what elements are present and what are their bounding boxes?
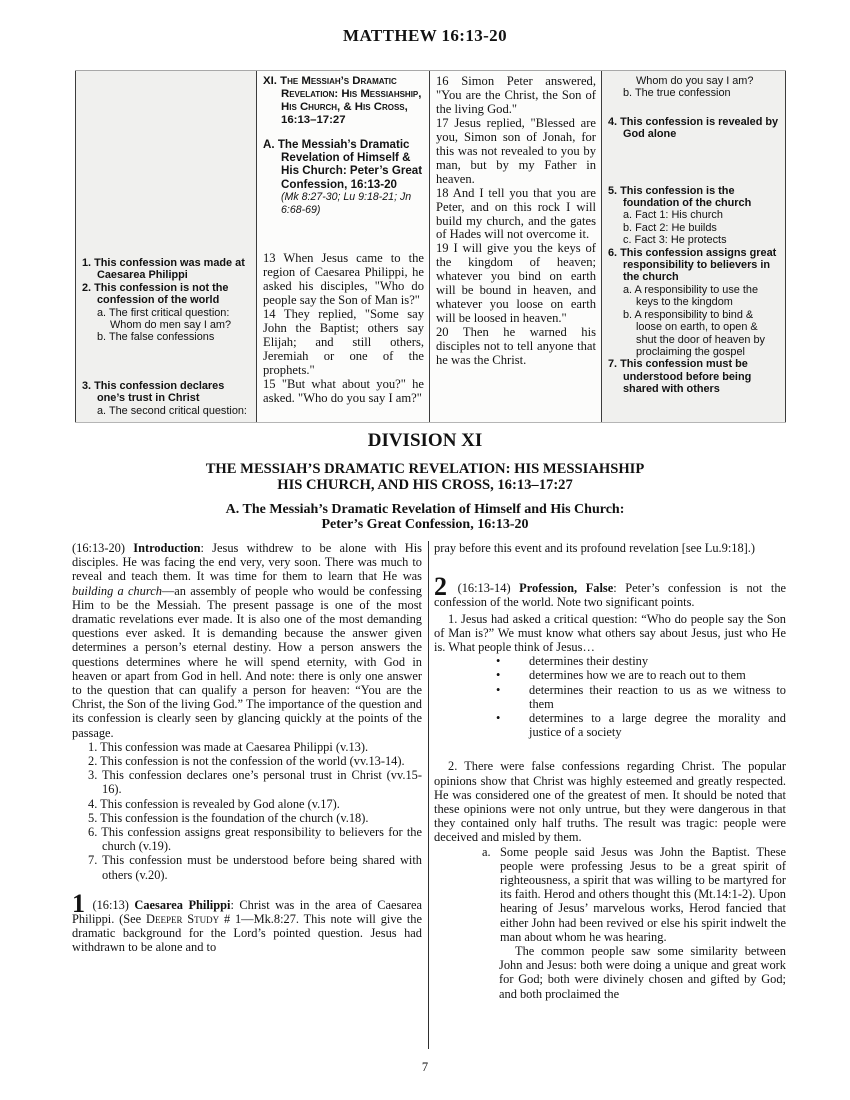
bullet-icon: • — [496, 682, 501, 697]
intro-italic-phrase: building a church — [72, 583, 162, 598]
section-number: 2 — [434, 572, 447, 602]
outline-subpoint-text: The first critical question: Whom do men say I am? — [108, 306, 232, 332]
outline-point — [608, 185, 780, 210]
outline-subpoint-text: The second critical question: — [108, 404, 247, 417]
scripture-column-right — [429, 71, 601, 422]
outline-point-text: This confession is not the confession of the world — [94, 281, 229, 307]
outline-point — [82, 257, 251, 282]
division-roman-heading — [263, 75, 424, 127]
summary-point: 3. This confession declares one’s personal trust in Christ (vv.15-16). — [88, 768, 422, 797]
outline-subpoint-text: A responsibility to bind & loose on earth, to open & shut the door of heaven by proclaiming the gospel — [634, 308, 765, 358]
indented-paragraph: The common people saw some similarity between John and Jesus: both were doing a unique and great work for God; both were divinely chosen and gifted by God; and both proclaimed the — [499, 944, 786, 1001]
division-sub-text: The Messiah’s Dramatic Revelation of Himself & His Church: Peter’s Great Confession, 16:13-20 — [277, 137, 423, 191]
bullet-text: determines their destiny — [529, 654, 649, 669]
commentary-section-2 — [434, 572, 787, 610]
division-sub-label: A. — [263, 137, 275, 151]
outline-subpoint-number: a. — [97, 404, 107, 417]
section-keyword: Profession, False — [519, 581, 614, 596]
summary-point: 7. This confession must be understood before being shared with others (v.20). — [88, 853, 422, 882]
section-text: : Peter’s confession is not the confession of the world. Note two significant points. — [434, 581, 787, 610]
section-text: # 1—Mk.8:27. This note will give the dramatic background for the Lord’s pointed question. Jesus had withdrawn to be alone and to — [72, 912, 422, 955]
intro-text: —an assembly of people who would be confessing Him to be the Messiah. The present passage is one of the most dramatic revelations ever made. It is also one of the most demanding questions ever asked. It is demanding because the answer given determines a person’s eternal destiny. How a person answers the questions determines where he will spend eternity, with God in heaven or apart from God in hell. And note: there is only one answer to the question that can qualify a person for heaven: “You are the Christ, the Son of the living God.” The importance of the question and its confession is clearly seen by glancing quickly at the points of the passage. — [72, 583, 422, 740]
summary-point: 2. This confession is not the confession of the world (vv.13-14). — [88, 754, 405, 769]
subparagraph-text: Some people said Jesus was John the Baptist. These people were professing Jesus to be a great spirit of righteousness, a spirit that was willing to be martyred for its faith. Herod and others thought this (Mt.14:1-2). Upon hearing of Jesus’ marvelous works, Herod fancied that either John had been revived or else his spirit indwelt the man about whom he was hearing. — [500, 844, 786, 944]
intro-keyword: Introduction — [133, 541, 201, 555]
outline-continuation-text: Whom do you say I am? — [636, 75, 754, 87]
outline-point — [608, 247, 780, 284]
bullet-item — [434, 683, 786, 711]
outline-subpoint — [82, 331, 251, 343]
division-roman-label: XI. — [263, 75, 277, 87]
outline-subpoint-text: Fact 1: His church — [635, 209, 723, 222]
outline-subpoint-number: a. — [97, 306, 107, 319]
bullet-item — [434, 654, 786, 668]
outline-subpoint — [608, 209, 780, 221]
division-heading-column — [256, 71, 429, 422]
outline-point — [608, 116, 780, 141]
commentary-body — [72, 541, 786, 1049]
numbered-subparagraph: 2. There were false confessions regarding Christ. The popular opinions show that Christ was highly esteemed and greatly respected. He was considered one of the greatest of men. It should be noted that these opinions were not only untrue, but they were dangerous in that they contained only half truths. The result was tragic: people were deceived and misled by them. — [434, 759, 786, 845]
body-left-column — [72, 541, 422, 1049]
scripture-verses-left — [263, 252, 424, 405]
division-subheading-line: A. The Messiah’s Dramatic Revelation of Himself and His Church: — [225, 502, 625, 517]
outline-subpoint-number: b. — [623, 221, 633, 234]
outline-subpoint-text: A responsibility to use the keys to the kingdom — [634, 283, 759, 309]
outline-point-number: 6. — [608, 246, 618, 259]
intro-ref: (16:13-20) — [72, 541, 134, 555]
outline-point-number: 5. — [608, 184, 618, 197]
section-ref: (16:13) — [87, 897, 135, 912]
section-ref: (16:13-14) — [449, 581, 520, 596]
division-heading-line: HIS CHURCH, AND HIS CROSS, 16:13–17:27 — [277, 476, 573, 493]
column-divider — [428, 541, 429, 1049]
commentary-section-1 — [72, 888, 423, 955]
scripture-verse: 15 "But what about you?" he asked. "Who do you say I am?" — [263, 377, 424, 405]
division-subheading-line: Peter’s Great Confession, 16:13-20 — [321, 517, 529, 532]
outline-subpoint-number: c. — [623, 234, 632, 247]
page-number: 7 — [421, 1060, 429, 1074]
summary-point: 4. This confession is revealed by God alone (v.17). — [88, 796, 340, 811]
outline-point-text: This confession must be understood before being shared with others — [620, 358, 752, 396]
scripture-verse: 20 Then he warned his disciples not to tell anyone that he was the Christ. — [436, 325, 596, 368]
bullet-item — [434, 711, 786, 739]
section-keyword: Caesarea Philippi — [134, 897, 231, 912]
outline-subpoint-text: The false confessions — [108, 331, 215, 344]
division-title: DIVISION XI — [367, 430, 483, 451]
section-text: : Christ was in the area of Caesarea Philippi. (See — [72, 897, 423, 927]
outline-column-right — [601, 71, 786, 422]
body-right-column — [434, 541, 786, 1049]
cross-references: (Mk 8:27-30; Lu 9:18-21; Jn 6:68-69) — [281, 191, 412, 216]
outline-subpoint — [608, 309, 780, 359]
bullet-item — [434, 668, 786, 682]
bullet-icon: • — [496, 668, 501, 683]
intro-text: : Jesus withdrew to be alone with His disciples. He was facing the end very, very soon. There was much to reveal and teach them. It was time for them to learn that He was — [72, 541, 423, 584]
outline-point-number: 2. — [82, 281, 92, 294]
outline-point-text: This confession declares one’s trust in Christ — [94, 379, 225, 405]
outline-subpoint-number: b. — [623, 308, 633, 321]
summary-point: 1. This confession was made at Caesarea Philippi (v.13). — [88, 739, 369, 754]
summary-point: 6. This confession assigns great responsibility to believers for the church (v.19). — [88, 825, 422, 854]
outline-subpoint-number: b. — [97, 331, 107, 344]
outline-point-number: 7. — [608, 358, 618, 371]
outline-point-number: 1. — [82, 257, 92, 269]
outline-subpoint — [82, 307, 251, 332]
numbered-subparagraph: 1. Jesus had asked a critical question: “Who do people say the Son of Man is?” We must know what others say about Jesus, just who He is. What people think of Jesus… — [434, 611, 786, 655]
bullet-icon: • — [496, 711, 501, 726]
outline-subpoint-number: a. — [623, 209, 633, 222]
subparagraph-letter: a. — [482, 844, 491, 859]
scripture-verse: 14 They replied, "Some say John the Baptist; others say Elijah; and still others, Jeremiah or one of the prophets." — [263, 307, 424, 378]
continuation-paragraph: pray before this event and its profound revelation [see Lu.9:18].) — [434, 541, 756, 555]
outline-point-text: This confession is the foundation of the church — [620, 184, 752, 210]
outline-subpoint-number: a. — [623, 283, 633, 296]
outline-subpoint — [82, 405, 251, 417]
scripture-verse: 17 Jesus replied, "Blessed are you, Simon son of Jonah, for this was not revealed to you by man, but by my Father in heaven. — [436, 115, 596, 186]
outline-point-text: This confession assigns great responsibility to believers in the church — [620, 246, 777, 284]
bullet-icon: • — [496, 654, 501, 669]
section-number: 1 — [72, 888, 85, 918]
bullet-text: determines to a large degree the morality and justice of a society — [529, 711, 786, 740]
outline-point-number: 4. — [608, 115, 618, 128]
scripture-verse: 19 I will give you the keys of the kingdom of heaven; whatever you bind on earth will be bound in heaven, and whatever you loose on earth will be loosed in heaven." — [436, 241, 596, 326]
outline-point-number: 3. — [82, 379, 92, 392]
outline-point — [82, 282, 251, 307]
scripture-verse: 13 When Jesus came to the region of Caesarea Philippi, he asked his disciples, "Who do people say the Son of Man is?" — [263, 251, 424, 308]
deeper-study-reference: Deeper Study — [146, 912, 220, 927]
bullet-text: determines how we are to reach out to them — [529, 668, 746, 683]
outline-subpoint — [608, 284, 780, 309]
summary-points-list — [72, 740, 422, 882]
outline-point-text: This confession was made at Caesarea Philippi — [94, 257, 245, 282]
outline-point — [608, 358, 780, 395]
outline-point-text: This confession is revealed by God alone — [620, 115, 779, 141]
division-sub-heading — [263, 138, 424, 192]
scripture-verse: 16 Simon Peter answered, "You are the Christ, the Son of the living God." — [436, 74, 596, 116]
division-roman-text: The Messiah’s Dramatic Revelation: His Messiahship, His Church, & His Cross, 16:13–17:27 — [280, 75, 422, 126]
bullet-text: determines their reaction to us as we witness to them — [529, 682, 786, 711]
scripture-verse: 18 And I tell you that you are Peter, and on this rock I will build my church, and the gates of Hades will not overcome it. — [436, 185, 596, 242]
page-title: MATTHEW 16:13-20 — [343, 26, 507, 45]
introduction-paragraph — [72, 541, 422, 740]
outline-subpoint-text: The true confession — [634, 87, 731, 100]
division-heading-block — [0, 430, 850, 532]
outline-subpoint — [608, 234, 780, 246]
outline-subpoint-text: Fact 2: He builds — [635, 221, 717, 234]
bullet-list — [434, 654, 786, 739]
outline-column-left — [75, 71, 256, 422]
outline-subpoint-text: Fact 3: He protects — [634, 234, 727, 247]
outline-subpoint — [608, 87, 780, 99]
outline-scripture-table — [75, 70, 786, 423]
outline-point — [82, 380, 251, 405]
outline-subpoint-number: b. — [623, 87, 633, 100]
outline-subpoint — [608, 222, 780, 234]
lettered-subparagraph — [434, 845, 786, 944]
summary-point: 5. This confession is the foundation of the church (v.18). — [88, 810, 369, 825]
division-heading-line: THE MESSIAH’S DRAMATIC REVELATION: HIS MESSIAHSHIP — [205, 461, 645, 477]
